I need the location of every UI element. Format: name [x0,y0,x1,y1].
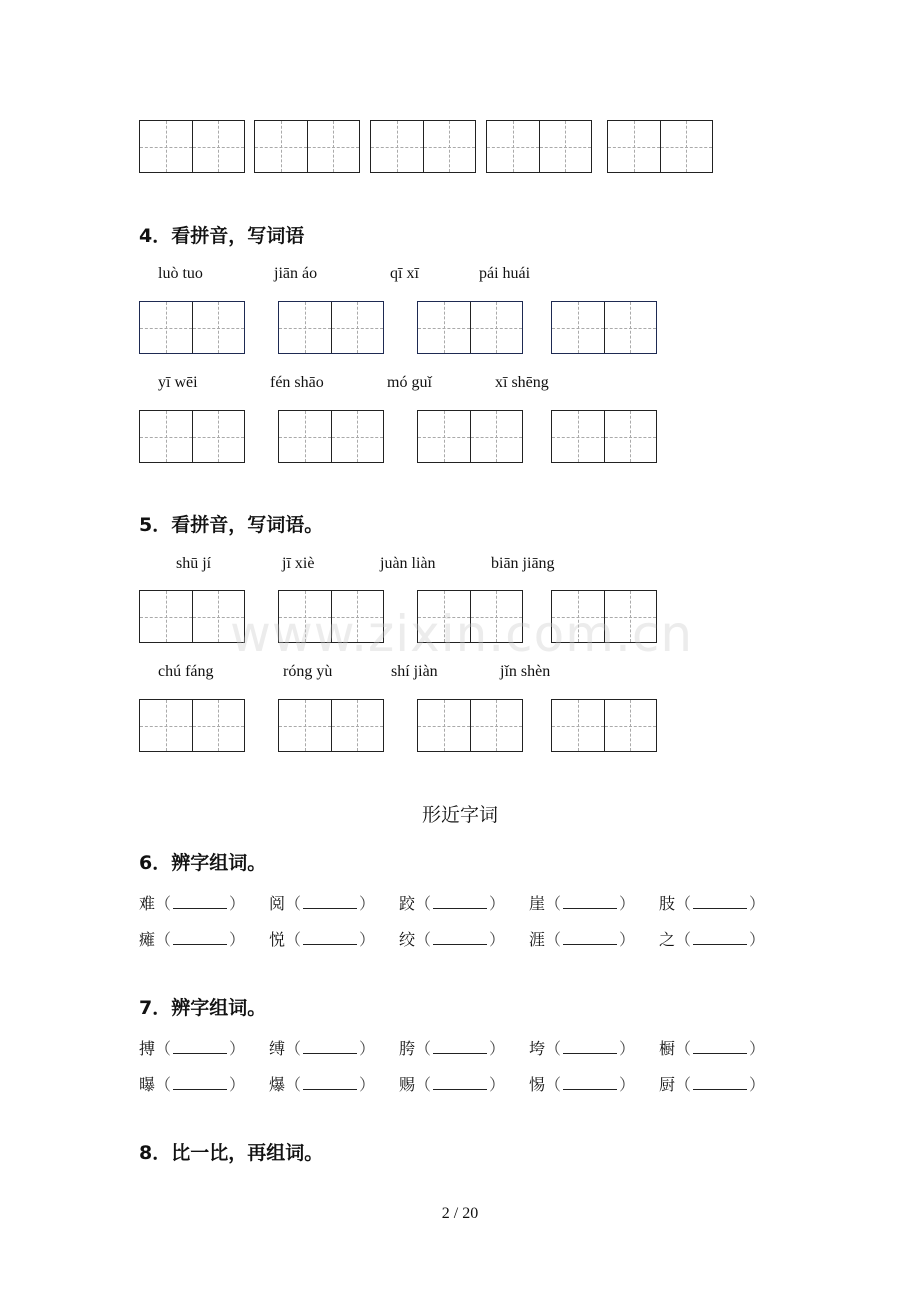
word-item: 搏（ ） [139,1039,246,1058]
question-4-title: 4．看拼音，写词语 [139,225,305,247]
word-item: 之（ ） [659,930,766,949]
writing-grid[interactable] [370,120,476,173]
writing-grid[interactable] [417,410,523,463]
question-8-title: 8．比一比，再组词。 [139,1142,324,1164]
writing-grid[interactable] [278,699,384,752]
word-item: 涯（ ） [529,930,636,949]
writing-grid[interactable] [254,120,360,173]
pinyin-label: luò tuo [158,265,203,282]
writing-grid[interactable] [486,120,592,173]
word-item: 跤（ ） [399,894,506,913]
word-item: 肢（ ） [659,894,766,913]
answer-blank[interactable] [433,1041,487,1054]
word-item: 垮（ ） [529,1039,636,1058]
pinyin-label: mó guǐ [387,374,432,391]
watermark: www.zixin.com.cn [230,605,694,663]
word-item: 胯（ ） [399,1039,506,1058]
answer-blank[interactable] [563,896,617,909]
answer-blank[interactable] [173,932,227,945]
word-item: 惕（ ） [529,1075,636,1094]
writing-grid[interactable] [551,699,657,752]
page-number: 2 / 20 [441,1205,479,1222]
section-heading: 形近字词 [421,804,498,826]
word-item: 阅（ ） [269,894,376,913]
answer-blank[interactable] [173,1041,227,1054]
pinyin-label: shū jí [176,555,212,572]
pinyin-label: biān jiāng [491,555,555,572]
word-item: 厨（ ） [659,1075,766,1094]
word-item: 赐（ ） [399,1075,506,1094]
word-item: 橱（ ） [659,1039,766,1058]
pinyin-label: chú fáng [158,663,214,680]
word-item: 爆（ ） [269,1075,376,1094]
answer-blank[interactable] [173,896,227,909]
writing-grid[interactable] [139,120,245,173]
answer-blank[interactable] [303,1077,357,1090]
pinyin-label: shí jiàn [391,663,438,680]
writing-grid[interactable] [139,699,245,752]
pinyin-label: qī xī [390,265,419,282]
pinyin-label: róng yù [283,663,333,680]
writing-grid[interactable] [607,120,713,173]
question-6-title: 6．辨字组词。 [139,852,267,874]
writing-grid[interactable] [551,301,657,354]
answer-blank[interactable] [563,1041,617,1054]
writing-grid[interactable] [278,410,384,463]
pinyin-label: pái huái [479,265,531,282]
pinyin-label: jī xiè [282,555,315,572]
word-item: 难（ ） [139,894,246,913]
answer-blank[interactable] [433,896,487,909]
word-item: 崖（ ） [529,894,636,913]
word-item: 绞（ ） [399,930,506,949]
answer-blank[interactable] [693,896,747,909]
writing-grid[interactable] [417,301,523,354]
word-item: 瘫（ ） [139,930,246,949]
answer-blank[interactable] [563,932,617,945]
question-5-title: 5．看拼音，写词语。 [139,514,324,536]
answer-blank[interactable] [693,1077,747,1090]
answer-blank[interactable] [173,1077,227,1090]
question-7-title: 7．辨字组词。 [139,997,267,1019]
writing-grid[interactable] [139,301,245,354]
writing-grid[interactable] [139,410,245,463]
word-item: 悦（ ） [269,930,376,949]
writing-grid[interactable] [278,301,384,354]
pinyin-label: juàn liàn [380,555,436,572]
answer-blank[interactable] [433,932,487,945]
answer-blank[interactable] [303,1041,357,1054]
answer-blank[interactable] [693,932,747,945]
pinyin-label: yī wēi [158,374,198,391]
pinyin-label: jiān áo [274,265,318,282]
pinyin-label: fén shāo [270,374,324,391]
word-item: 缚（ ） [269,1039,376,1058]
word-item: 曝（ ） [139,1075,246,1094]
answer-blank[interactable] [303,932,357,945]
pinyin-label: xī shēng [495,374,549,391]
writing-grid[interactable] [417,699,523,752]
answer-blank[interactable] [303,896,357,909]
writing-grid[interactable] [551,410,657,463]
answer-blank[interactable] [693,1041,747,1054]
answer-blank[interactable] [563,1077,617,1090]
pinyin-label: jǐn shèn [500,663,551,680]
answer-blank[interactable] [433,1077,487,1090]
